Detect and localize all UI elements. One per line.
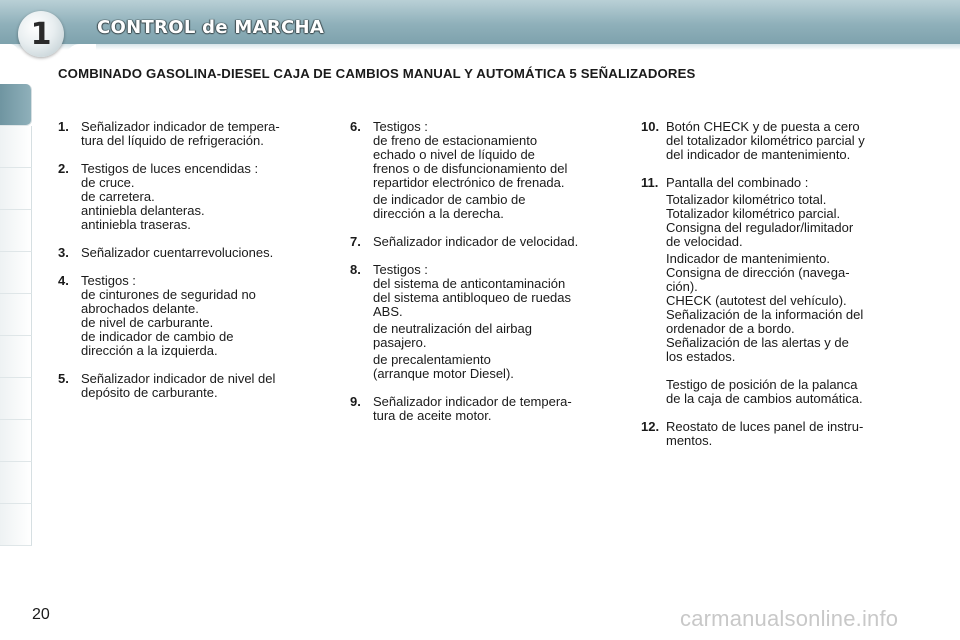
item-text	[373, 395, 615, 423]
side-tab-6[interactable]	[0, 294, 32, 336]
item-line: de velocidad.	[666, 234, 743, 249]
item-text	[666, 420, 906, 448]
item-number: 7.	[350, 234, 361, 249]
list-item	[58, 274, 323, 358]
item-line: dirección a la izquierda.	[81, 343, 218, 358]
item-line: Testigo de posición de la palanca	[666, 377, 858, 392]
item-number: 4.	[58, 273, 69, 288]
item-text	[373, 235, 615, 249]
side-tab-2[interactable]	[0, 126, 32, 168]
item-line: pasajero.	[373, 335, 427, 350]
item-line: de cruce.	[81, 175, 135, 190]
item-number: 10.	[641, 119, 660, 134]
page-title: CONTROL de MARCHA	[97, 17, 325, 38]
item-number: 6.	[350, 119, 361, 134]
side-tab-strip	[0, 62, 34, 574]
item-line: Testigos :	[373, 119, 428, 134]
side-tab-5[interactable]	[0, 252, 32, 294]
item-line: de precalentamiento	[373, 352, 491, 367]
item-line: los estados.	[666, 349, 736, 364]
item-line: Reostato de luces panel de instru-	[666, 419, 864, 434]
list-item	[58, 372, 323, 400]
item-line: Señalización de la información del	[666, 307, 864, 322]
item-line: antiniebla delanteras.	[81, 203, 205, 218]
item-line: Consigna de dirección (navega-	[666, 265, 850, 280]
item-line: de cinturones de seguridad no	[81, 287, 256, 302]
item-text	[666, 176, 906, 406]
column-3	[641, 120, 906, 448]
item-line: Pantalla del combinado :	[666, 175, 809, 190]
item-number: 12.	[641, 419, 660, 434]
item-line: Totalizador kilométrico parcial.	[666, 206, 841, 221]
item-number: 11.	[641, 175, 659, 190]
item-line: Señalizador indicador de tempera-	[81, 119, 280, 134]
list-item	[350, 120, 615, 221]
side-tab-10[interactable]	[0, 462, 32, 504]
item-line: Señalizador indicador de tempera-	[373, 394, 572, 409]
list-item	[641, 176, 906, 406]
header-divider	[0, 44, 960, 50]
item-line: CHECK (autotest del vehículo).	[666, 293, 847, 308]
chapter-number-badge: 1	[18, 11, 64, 57]
list-item	[58, 120, 323, 148]
item-line: ción).	[666, 279, 698, 294]
item-number: 8.	[350, 262, 361, 277]
side-tab-11[interactable]	[0, 504, 32, 546]
item-text	[373, 263, 615, 381]
item-line: abrochados delante.	[81, 301, 199, 316]
side-tab-7[interactable]	[0, 336, 32, 378]
item-number: 9.	[350, 394, 361, 409]
item-line: del totalizador kilométrico parcial y	[666, 133, 865, 148]
watermark: carmanualsonline.info	[680, 606, 899, 631]
item-text	[81, 162, 323, 232]
list-item	[350, 395, 615, 423]
item-line: Testigos :	[373, 262, 428, 277]
item-line: Señalizador cuentarrevoluciones.	[81, 245, 274, 260]
item-line: del sistema antibloqueo de ruedas	[373, 290, 572, 305]
item-line: ordenador de a bordo.	[666, 321, 795, 336]
item-line: Señalizador indicador de nivel del	[81, 371, 276, 386]
column-1	[58, 120, 323, 400]
list-item	[58, 246, 323, 260]
item-line: Botón CHECK y de puesta a cero	[666, 119, 860, 134]
list-item	[58, 162, 323, 232]
item-line: Consigna del regulador/limitador	[666, 220, 854, 235]
item-line: frenos o de disfuncionamiento del	[373, 161, 568, 176]
item-line: Señalizador indicador de velocidad.	[373, 234, 579, 249]
item-line: echado o nivel de líquido de	[373, 147, 535, 162]
list-item	[641, 120, 906, 162]
item-line: Señalización de las alertas y de	[666, 335, 849, 350]
item-line: de la caja de cambios automática.	[666, 391, 863, 406]
item-line: depósito de carburante.	[81, 385, 218, 400]
page-number: 20	[32, 606, 50, 623]
column-2	[350, 120, 615, 423]
side-tab-1[interactable]	[0, 84, 32, 126]
section-heading: COMBINADO GASOLINA-DIESEL CAJA DE CAMBIOS MANUAL Y AUTOMÁTICA 5 SEÑALIZADORES	[58, 66, 696, 81]
item-line: Testigos de luces encendidas :	[81, 161, 259, 176]
item-line: (arranque motor Diesel).	[373, 366, 514, 381]
side-tab-9[interactable]	[0, 420, 32, 462]
side-tab-3[interactable]	[0, 168, 32, 210]
item-line: del sistema de anticontaminación	[373, 276, 566, 291]
item-number: 3.	[58, 245, 69, 260]
item-line: Testigos :	[81, 273, 136, 288]
item-text	[666, 120, 906, 162]
side-tab-8[interactable]	[0, 378, 32, 420]
item-line: tura del líquido de refrigeración.	[81, 133, 264, 148]
item-text	[81, 274, 323, 358]
item-line: de neutralización del airbag	[373, 321, 532, 336]
side-tab-4[interactable]	[0, 210, 32, 252]
item-text	[81, 246, 323, 260]
item-line: de indicador de cambio de	[373, 192, 526, 207]
list-item	[350, 235, 615, 249]
item-line: dirección a la derecha.	[373, 206, 504, 221]
item-text	[81, 120, 323, 148]
item-text	[81, 372, 323, 400]
item-line: tura de aceite motor.	[373, 408, 492, 423]
item-number: 1.	[58, 119, 69, 134]
item-number: 5.	[58, 371, 69, 386]
list-item	[350, 263, 615, 381]
item-number: 2.	[58, 161, 69, 176]
item-line: ABS.	[373, 304, 403, 319]
item-line: repartidor electrónico de frenada.	[373, 175, 565, 190]
item-line: Totalizador kilométrico total.	[666, 192, 827, 207]
item-line: antiniebla traseras.	[81, 217, 191, 232]
item-line: de freno de estacionamiento	[373, 133, 538, 148]
item-line: de nivel de carburante.	[81, 315, 214, 330]
item-line: del indicador de mantenimiento.	[666, 147, 851, 162]
item-text	[373, 120, 615, 221]
item-line: de carretera.	[81, 189, 155, 204]
item-line: de indicador de cambio de	[81, 329, 234, 344]
item-line: Indicador de mantenimiento.	[666, 251, 831, 266]
list-item	[641, 420, 906, 448]
item-line: mentos.	[666, 433, 713, 448]
